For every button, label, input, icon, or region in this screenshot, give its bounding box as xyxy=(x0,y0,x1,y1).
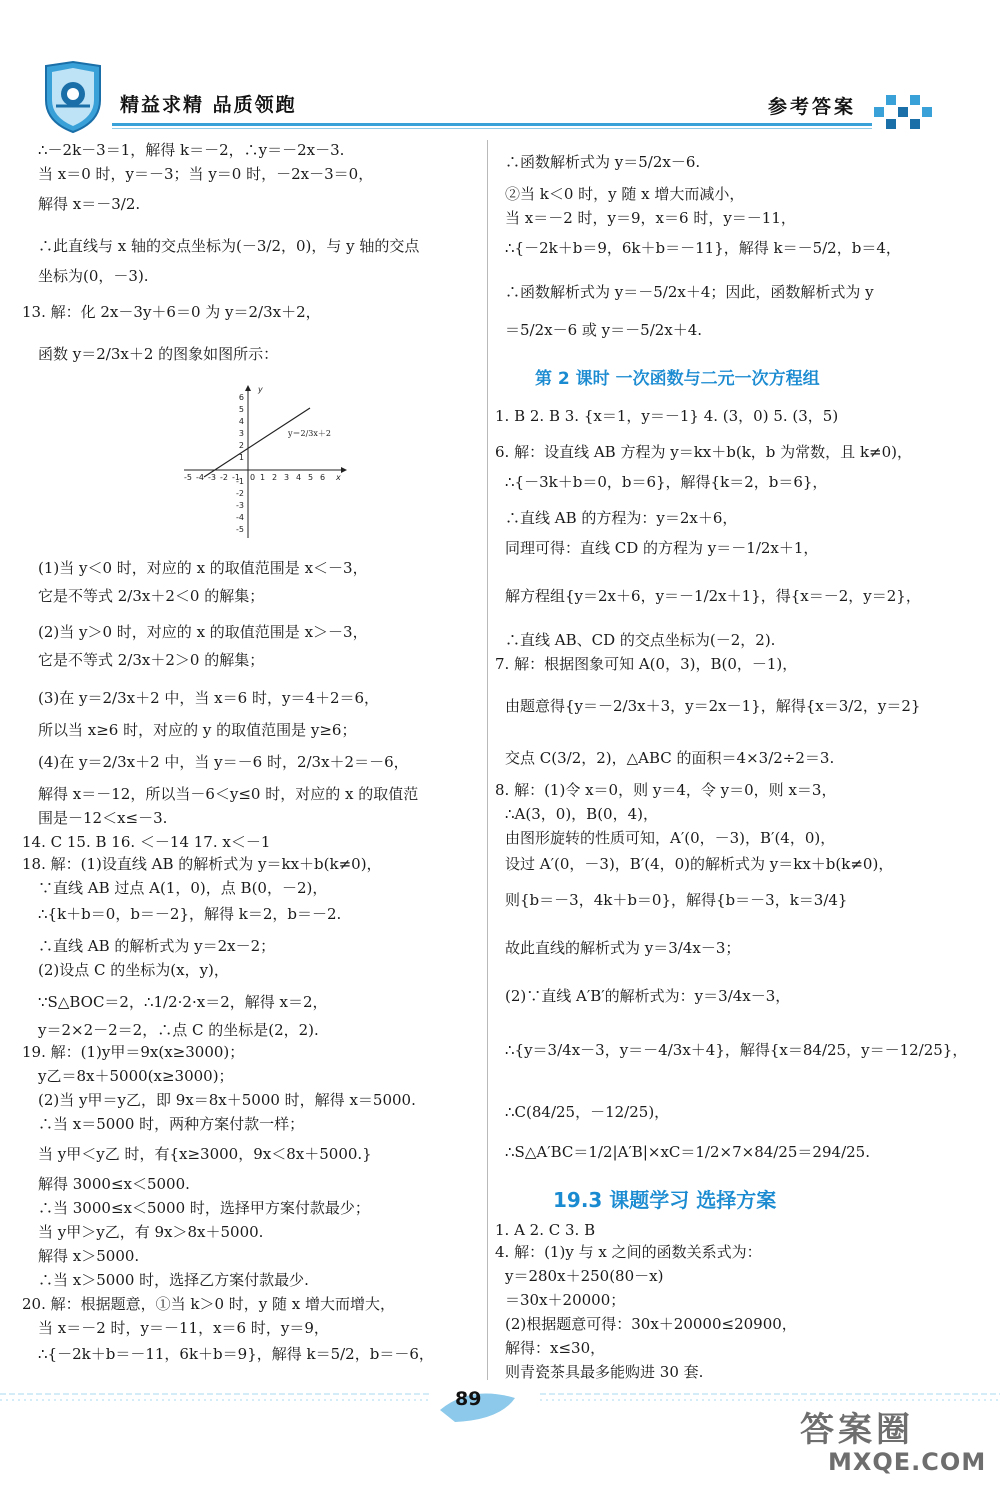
answer-line: 18. 解：(1)设直线 AB 的解析式为 y＝kx＋b(k≠0)， xyxy=(22,855,382,873)
answer-line: (3)在 y＝2/3x＋2 中，当 x＝6 时，y＝4＋2＝6， xyxy=(38,689,380,707)
answer-line: 解得：x≤30， xyxy=(505,1339,606,1357)
answer-line: ∴S△A′BC＝1/2|A′B|×xC＝1/2×7×84/25＝294/25. xyxy=(505,1143,870,1161)
answer-line: 同理可得：直线 CD 的方程为 y＝－1/2x＋1， xyxy=(505,539,819,557)
answer-line: 8. 解：(1)令 x＝0，则 y＝4，令 y＝0，则 x＝3， xyxy=(495,781,837,799)
answer-line: (2)根据题意可得：30x＋20000≤20900， xyxy=(505,1315,797,1333)
watermark-text: 答案圈 xyxy=(800,1410,914,1450)
answer-line: (4)在 y＝2/3x＋2 中，当 y＝－6 时，2/3x＋2＝－6， xyxy=(38,753,409,771)
answer-line: 当 y甲＜y乙 时，有{x≥3000，9x＜8x＋5000.} xyxy=(38,1145,372,1163)
y-tick-label: 1 xyxy=(238,453,244,462)
y-tick-label: 4 xyxy=(238,417,244,426)
watermark xyxy=(800,1402,987,1476)
y-tick-label: 6 xyxy=(238,393,244,402)
answer-line: 当 x＝－2 时，y＝－11，x＝6 时，y＝9， xyxy=(38,1319,329,1337)
answer-line: 19. 解：(1)y甲＝9x(x≥3000)； xyxy=(22,1043,245,1061)
answer-line: 解得 3000≤x＜5000. xyxy=(38,1175,190,1193)
y-tick-label: -5 xyxy=(236,525,244,534)
y-tick-label: -3 xyxy=(236,501,244,510)
page-number: 89 xyxy=(455,1388,482,1410)
answer-line: 7. 解：根据图象可知 A(0，3)，B(0，－1)， xyxy=(495,655,798,673)
answer-line: ∴此直线与 x 轴的交点坐标为(－3/2，0)，与 y 轴的交点 xyxy=(38,237,420,255)
x-tick-label: 5 xyxy=(308,473,314,482)
answer-line: (2)当 y＞0 时，对应的 x 的取值范围是 x＞－3， xyxy=(38,623,368,641)
answer-line: ∴{－2k＋b＝－11，6k＋b＝9}，解得 k＝5/2，b＝－6， xyxy=(38,1345,434,1363)
answer-line: ∵S△BOC＝2，∴1/2·2·x＝2，解得 x＝2， xyxy=(38,993,328,1011)
answer-line: 1. B 2. B 3. {x＝1，y＝－1} 4. (3，0) 5. (3，5) xyxy=(495,407,839,425)
function-line-label: y＝2/3x＋2 xyxy=(288,429,331,438)
answer-line: ∴当 x＞5000 时，选择乙方案付款最少. xyxy=(38,1271,309,1289)
answer-line: 函数 y＝2/3x＋2 的图象如图所示： xyxy=(38,345,279,363)
x-tick-label: 4 xyxy=(296,473,302,482)
answer-line: ∴{－2k＋b＝9，6k＋b＝－11}，解得 k＝－5/2，b＝4， xyxy=(505,239,901,257)
header-slogan: 精益求精 品质领跑 xyxy=(120,94,297,116)
x-tick-label: 0 xyxy=(250,473,256,482)
section-heading: 19.3 课题学习 选择方案 xyxy=(553,1188,777,1212)
page-header xyxy=(0,0,1000,150)
answer-line: ∴A(3，0)，B(0，4)， xyxy=(505,805,658,823)
answer-line: y＝280x＋250(80－x) xyxy=(505,1267,664,1285)
answer-line: ∴{y＝3/4x－3，y＝－4/3x＋4}，解得{x＝84/25，y＝－12/25}， xyxy=(505,1041,968,1059)
answer-line: 由图形旋转的性质可知，A′(0，－3)，B′(4，0)， xyxy=(505,829,836,847)
answer-line: 故此直线的解析式为 y＝3/4x－3； xyxy=(505,939,741,957)
answer-line: 解方程组{y＝2x＋6，y＝－1/2x＋1}，得{x＝－2，y＝2}， xyxy=(505,587,921,605)
answer-line: y乙＝8x＋5000(x≥3000)； xyxy=(38,1067,234,1085)
y-tick-label: -2 xyxy=(236,489,244,498)
header-section-label: 参考答案 xyxy=(768,96,857,118)
header-rule xyxy=(112,123,872,126)
x-axis-label: x xyxy=(336,473,341,482)
answer-line: 解得 x＞5000. xyxy=(38,1247,140,1265)
answer-line: ＝5/2x－6 或 y＝－5/2x＋4. xyxy=(505,321,703,339)
answer-line: 当 y甲＞y乙，有 9x＞8x＋5000. xyxy=(38,1223,264,1241)
answer-line: 坐标为(0，－3). xyxy=(38,267,149,285)
answer-line: ∴函数解析式为 y＝－5/2x＋4；因此，函数解析式为 y xyxy=(505,283,874,301)
x-tick-label: -1 xyxy=(232,473,240,482)
function-graph xyxy=(180,382,350,542)
answer-line: 20. 解：根据题意，①当 k＞0 时，y 随 x 增大而增大， xyxy=(22,1295,396,1313)
answer-line: ∴直线 AB、CD 的交点坐标为(－2，2). xyxy=(505,631,776,649)
y-axis-label: y xyxy=(258,385,263,394)
answer-line: 它是不等式 2/3x＋2＞0 的解集； xyxy=(38,651,265,669)
answer-line: 1. A 2. C 3. B xyxy=(495,1221,596,1239)
section-heading: 第 2 课时 一次函数与二元一次方程组 xyxy=(535,369,820,389)
answer-line: (2)∵直线 A′B′的解析式为：y＝3/4x－3， xyxy=(505,987,791,1005)
answer-line: (2)设点 C 的坐标为(x，y)， xyxy=(38,961,229,979)
answer-line: 6. 解：设直线 AB 方程为 y＝kx＋b(k，b 为常数，且 k≠0)， xyxy=(495,443,912,461)
answer-line: ②当 k＜0 时，y 随 x 增大而减小， xyxy=(505,185,745,203)
x-tick-label: -5 xyxy=(184,473,192,482)
answer-line: 4. 解：(1)y 与 x 之间的函数关系式为： xyxy=(495,1243,762,1261)
answer-line: ∴－2k－3＝1，解得 k＝－2，∴y＝－2x－3. xyxy=(38,141,345,159)
answer-line: (2)当 y甲＝y乙，即 9x＝8x＋5000 时，解得 x＝5000. xyxy=(38,1091,416,1109)
x-tick-label: -2 xyxy=(220,473,228,482)
column-divider xyxy=(487,140,488,1380)
answer-line: 则青瓷茶具最多能购进 30 套. xyxy=(505,1363,704,1381)
answer-line: ∵直线 AB 过点 A(1，0)，点 B(0，－2)， xyxy=(38,879,328,897)
answer-line: 解得 x＝－12，所以当－6＜y≤0 时，对应的 x 的取值范 xyxy=(38,785,419,803)
answer-line: ∴{k＋b＝0，b＝－2}，解得 k＝2，b＝－2. xyxy=(38,905,342,923)
answer-line: 设过 A′(0，－3)，B′(4，0)的解析式为 y＝kx＋b(k≠0)， xyxy=(505,855,894,873)
answer-line: 当 x＝0 时，y＝－3；当 y＝0 时，－2x－3＝0， xyxy=(38,165,374,183)
answer-line: ∴直线 AB 的方程为：y＝2x＋6， xyxy=(505,509,738,527)
function-line xyxy=(204,408,310,477)
answer-line: 13. 解：化 2x－3y＋6＝0 为 y＝2/3x＋2， xyxy=(22,303,321,321)
answer-line: 14. C 15. B 16. ＜－14 17. x＜－1 xyxy=(22,833,271,851)
answer-line: 解得 x＝－3/2. xyxy=(38,195,141,213)
answer-line: 当 x＝－2 时，y＝9，x＝6 时，y＝－11， xyxy=(505,209,796,227)
y-tick-label: 3 xyxy=(238,429,244,438)
x-tick-labels xyxy=(184,473,341,482)
x-tick-label: 1 xyxy=(260,473,266,482)
answer-line: ＝30x＋20000； xyxy=(505,1291,626,1309)
x-tick-label: 3 xyxy=(284,473,290,482)
x-tick-label: 2 xyxy=(272,473,278,482)
checker-squares-icon xyxy=(872,95,934,131)
answer-line: ∴函数解析式为 y＝5/2x－6. xyxy=(505,153,701,171)
y-tick-label: 5 xyxy=(238,405,244,414)
answer-line: 围是－12＜x≤－3. xyxy=(38,809,168,827)
x-tick-label: 6 xyxy=(320,473,326,482)
watermark-url: MXQE.COM xyxy=(828,1448,987,1476)
answer-line: (1)当 y＜0 时，对应的 x 的取值范围是 x＜－3， xyxy=(38,559,368,577)
answer-line: 所以当 x≥6 时，对应的 y 的取值范围是 y≥6； xyxy=(38,721,357,739)
answer-line: y＝2×2－2＝2，∴点 C 的坐标是(2，2). xyxy=(38,1021,319,1039)
shield-logo-icon xyxy=(42,60,104,134)
y-tick-labels xyxy=(236,385,266,534)
answer-line: ∴C(84/25，－12/25)， xyxy=(505,1103,670,1121)
answer-line: 由题意得{y＝－2/3x＋3，y＝2x－1}，解得{x＝3/2，y＝2} xyxy=(505,697,921,715)
header-rule-thin xyxy=(112,128,872,129)
answer-line: ∴当 3000≤x＜5000 时，选择甲方案付款最少； xyxy=(38,1199,370,1217)
answer-line: ∴{－3k＋b＝0，b＝6}，解得{k＝2，b＝6}， xyxy=(505,473,828,491)
answer-line: ∴直线 AB 的解析式为 y＝2x－2； xyxy=(38,937,276,955)
answer-line: 交点 C(3/2，2)，△ABC 的面积＝4×3/2÷2＝3. xyxy=(505,749,835,767)
y-tick-label: -4 xyxy=(236,513,244,522)
x-tick-label: -3 xyxy=(208,473,216,482)
y-tick-label: 2 xyxy=(238,441,244,450)
answer-line: 则{b＝－3，4k＋b＝0}，解得{b＝－3，k＝3/4} xyxy=(505,891,848,909)
x-tick-label: -4 xyxy=(196,473,204,482)
answer-line: ∴当 x＝5000 时，两种方案付款一样； xyxy=(38,1115,305,1133)
y-tick-label: -1 xyxy=(236,477,244,486)
answer-line: 它是不等式 2/3x＋2＜0 的解集； xyxy=(38,587,265,605)
